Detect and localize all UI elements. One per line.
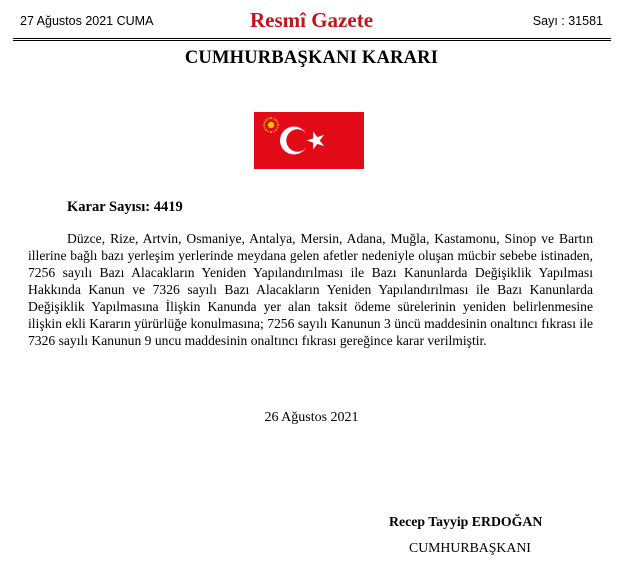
issue-number: Sayı : 31581: [532, 14, 603, 28]
publication-date: 27 Ağustos 2021 CUMA: [20, 14, 154, 28]
signer-title: CUMHURBAŞKANI: [409, 540, 531, 555]
gazette-title: Resmî Gazete: [249, 8, 374, 32]
document-title: CUMHURBAŞKANI KARARI: [184, 48, 439, 68]
decision-body-text: Düzce, Rize, Artvin, Osmaniye, Antalya, Mersin, Adana, Muğla, Kastamonu, Sinop ve Bartın illerine bağlı bazı yerleşim yerlerinde meydana gelen afetler nedeniyle oluşan mücbir sebebe istinaden, 7256 sayılı Bazı Alacakların Yeniden Yapılandırılması ile Bazı Kanunlarda Değişiklik Yapılması Hakkında Kanun ve 7326 sayılı Bazı Alacakların Yeniden Yapılandırılması ile Bazı Kanunlarda Değişiklik Yapılmasına İlişkin Kanunda yer alan taksit ödeme sürelerinin yeniden belirlenmesine ilişkin ekli Kararın yürürlüğe konulmasına; 7256 sayılı Kanunun 3 üncü maddesinin onaltıncı fıkrası ile 7326 sayılı Kanunun 9 uncu maddesinin onaltıncı fıkrası gereğince karar verilmiştir.: [28, 231, 593, 348]
header-divider: [13, 38, 611, 41]
signing-date: 26 Ağustos 2021: [264, 410, 359, 425]
gazette-header: [0, 0, 623, 40]
decision-number: Karar Sayısı: 4419: [67, 199, 183, 215]
signer-name: Recep Tayyip ERDOĞAN: [389, 514, 543, 529]
presidential-flag-icon: [254, 112, 364, 169]
